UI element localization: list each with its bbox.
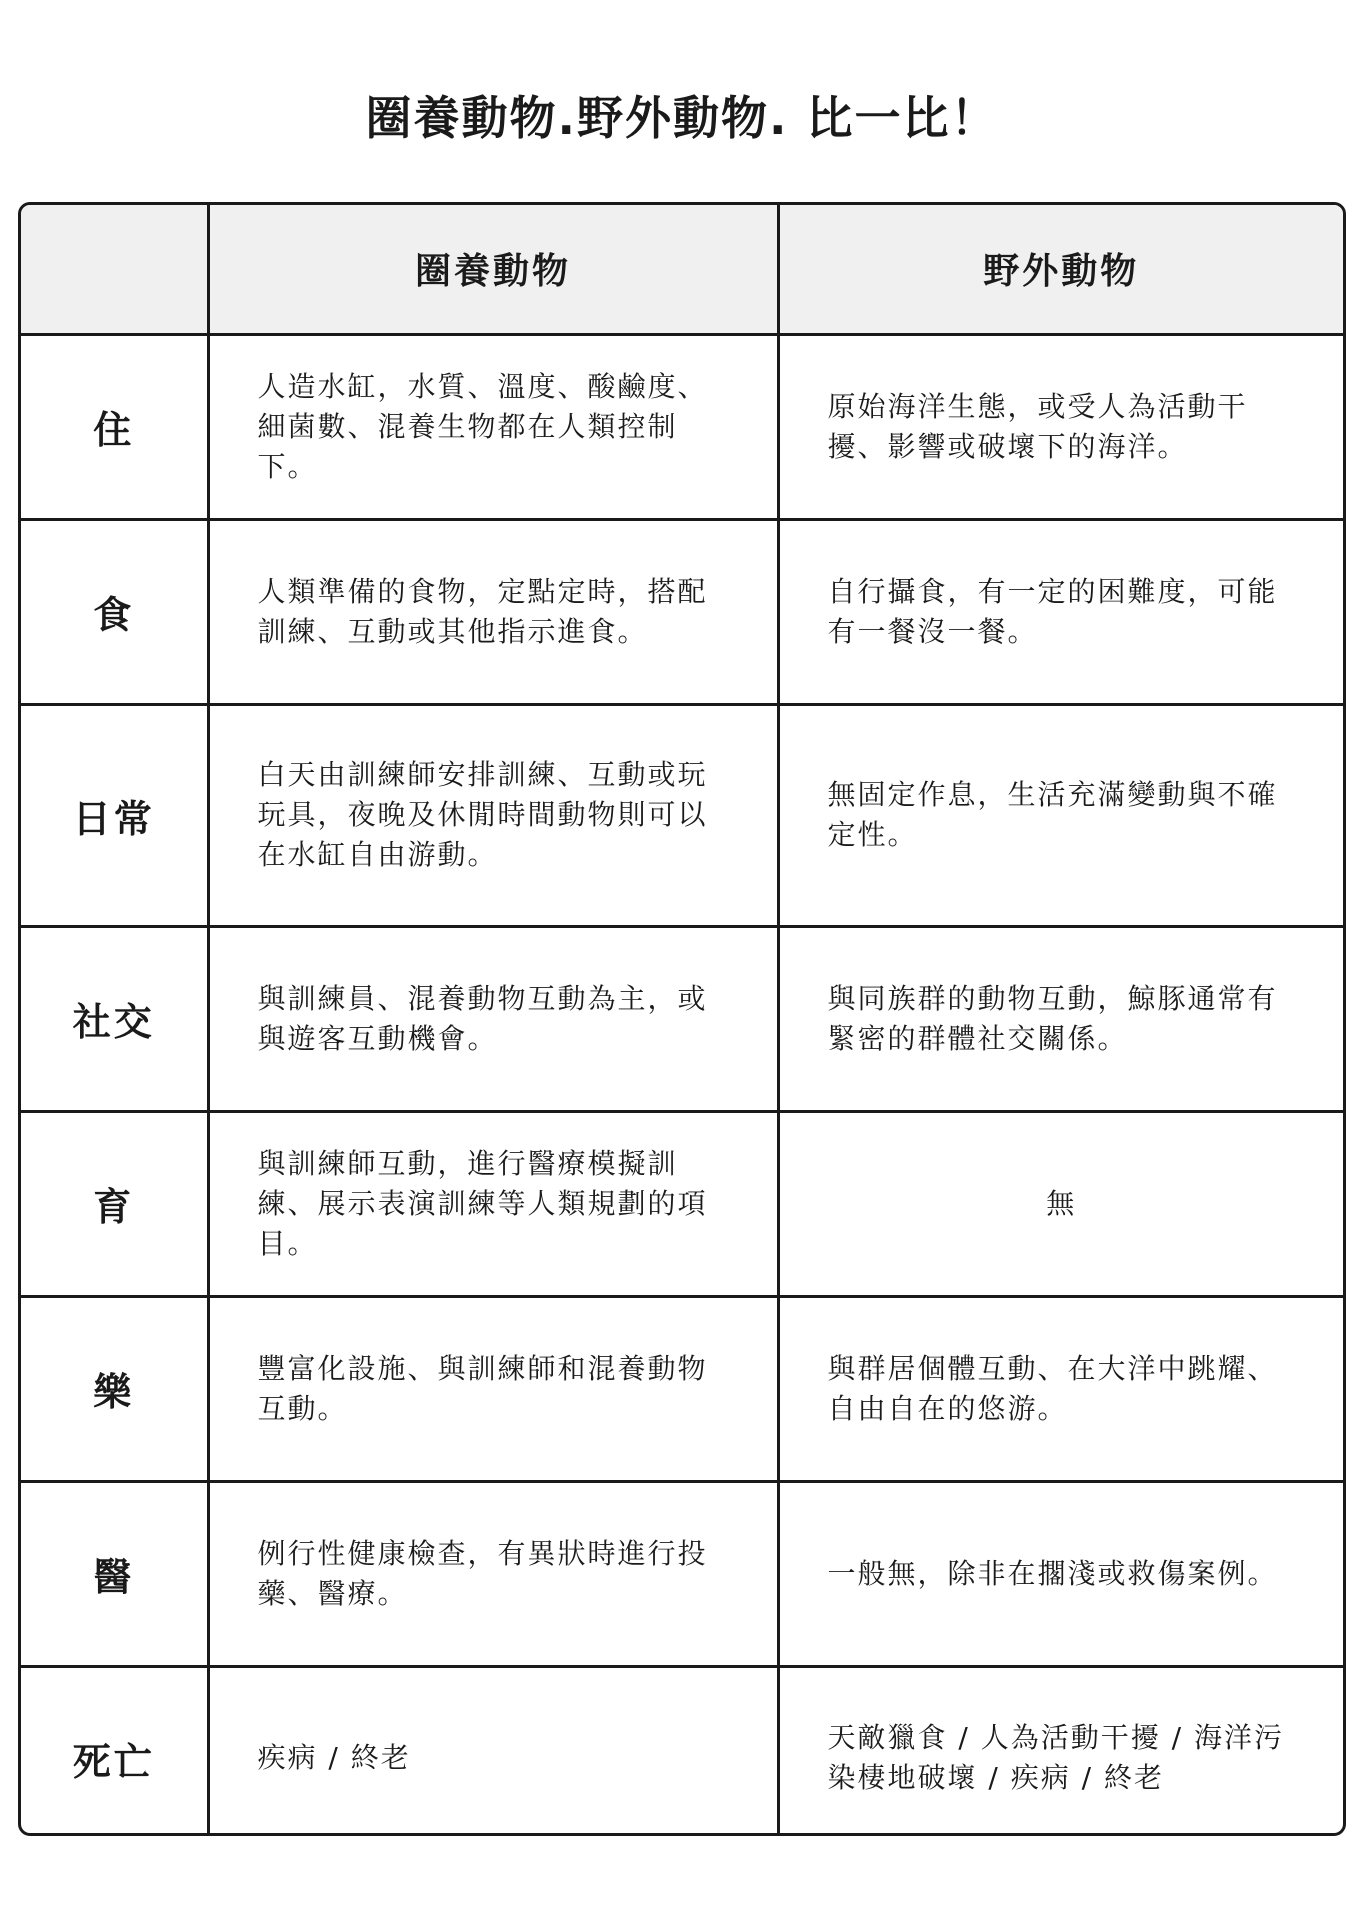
- wild-cell: 自行攝食，有一定的困難度，可能有一餐沒一餐。: [778, 519, 1343, 704]
- wild-cell: 與群居個體互動、在大洋中跳耀、自由自在的悠游。: [778, 1296, 1343, 1481]
- table-row-housing: [21, 334, 1343, 519]
- table-row-recreation: [21, 1296, 1343, 1481]
- row-label: 食: [21, 519, 208, 704]
- table-row-daily: [21, 704, 1343, 926]
- row-label: 育: [21, 1111, 208, 1296]
- table-row-food: [21, 519, 1343, 704]
- header-captive: 圈養動物: [208, 205, 778, 334]
- captive-cell: 與訓練師互動，進行醫療模擬訓練、展示表演訓練等人類規劃的項目。: [208, 1111, 778, 1296]
- captive-cell: 與訓練員、混養動物互動為主，或與遊客互動機會。: [208, 926, 778, 1111]
- wild-cell: 一般無，除非在擱淺或救傷案例。: [778, 1481, 1343, 1666]
- row-label: 醫: [21, 1481, 208, 1666]
- table-row-education: [21, 1111, 1343, 1296]
- wild-cell: 原始海洋生態，或受人為活動干擾、影響或破壞下的海洋。: [778, 334, 1343, 519]
- header-wild: 野外動物: [778, 205, 1343, 334]
- wild-cell: 與同族群的動物互動，鯨豚通常有緊密的群體社交關係。: [778, 926, 1343, 1111]
- wild-cell: 無: [778, 1111, 1343, 1296]
- table-row-death: [21, 1666, 1343, 1836]
- comparison-table: [18, 202, 1346, 1836]
- wild-cell: 無固定作息，生活充滿變動與不確定性。: [778, 704, 1343, 926]
- row-label: 日常: [21, 704, 208, 926]
- captive-cell: 人造水缸，水質、溫度、酸鹼度、細菌數、混養生物都在人類控制下。: [208, 334, 778, 519]
- row-label: 社交: [21, 926, 208, 1111]
- header-corner: [21, 205, 208, 334]
- captive-cell: 白天由訓練師安排訓練、互動或玩玩具，夜晚及休閒時間動物則可以在水缸自由游動。: [208, 704, 778, 926]
- table-header-row: [21, 205, 1343, 334]
- row-label: 樂: [21, 1296, 208, 1481]
- captive-cell: 例行性健康檢查，有異狀時進行投藥、醫療。: [208, 1481, 778, 1666]
- row-label: 住: [21, 334, 208, 519]
- table-row-medical: [21, 1481, 1343, 1666]
- row-label: 死亡: [21, 1666, 208, 1836]
- captive-cell: 人類準備的食物，定點定時，搭配訓練、互動或其他指示進食。: [208, 519, 778, 704]
- table-row-social: [21, 926, 1343, 1111]
- captive-cell: 疾病 / 終老: [208, 1666, 778, 1836]
- wild-cell: 天敵獵食 / 人為活動干擾 / 海洋污染棲地破壞 / 疾病 / 終老: [778, 1666, 1343, 1836]
- captive-cell: 豐富化設施、與訓練師和混養動物互動。: [208, 1296, 778, 1481]
- page-title: 圈養動物.野外動物. 比一比！: [365, 91, 999, 145]
